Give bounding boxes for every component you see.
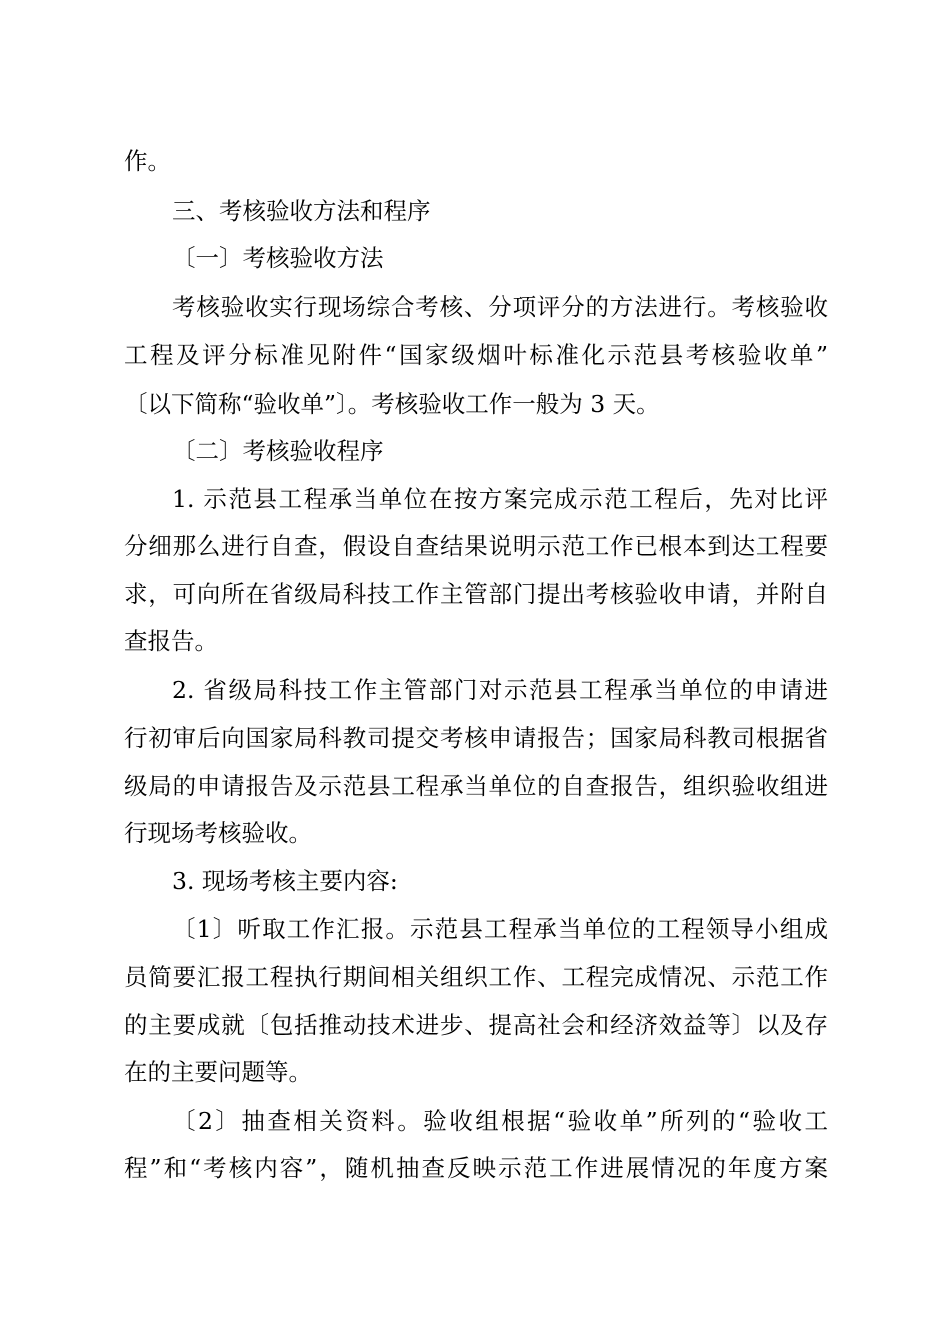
paragraph-subitem-2-line: 〔2〕抽查相关资料。验收组根据“验收单”所列的“验收工 bbox=[172, 1107, 828, 1135]
paragraph-subitem-1-line: 〔1〕听取工作汇报。示范县工程承当单位的工程领导小组成 bbox=[172, 915, 828, 943]
paragraph-item-1-line: 分细那么进行自查，假设自查结果说明示范工作已根本到达工程要 bbox=[124, 532, 828, 560]
paragraph-subitem-1-line: 在的主要问题等。 bbox=[124, 1058, 312, 1086]
paragraph-subitem-1-line: 的主要成就〔包括推动技术进步、提高社会和经济效益等〕以及存 bbox=[124, 1011, 828, 1039]
subsection-heading-method: 〔一〕考核验收方法 bbox=[172, 244, 384, 272]
paragraph-method-line: 考核验收实行现场综合考核、分项评分的方法进行。考核验收 bbox=[172, 293, 828, 321]
paragraph-item-2-line: 2. 省级局科技工作主管部门对示范县工程承当单位的申请进 bbox=[172, 676, 828, 704]
paragraph-item-2-line: 级局的申请报告及示范县工程承当单位的自查报告，组织验收组进 bbox=[124, 772, 828, 800]
paragraph-continuation: 作。 bbox=[124, 147, 171, 175]
paragraph-subitem-1-line: 员简要汇报工程执行期间相关组织工作、工程完成情况、示范工作 bbox=[124, 963, 828, 991]
paragraph-method-line: 〔以下简称“验收单”〕。考核验收工作一般为 3 天。 bbox=[124, 390, 660, 418]
paragraph-item-2-line: 行现场考核验收。 bbox=[124, 819, 312, 847]
paragraph-item-1-line: 查报告。 bbox=[124, 627, 218, 655]
paragraph-item-3-heading: 3. 现场考核主要内容: bbox=[172, 867, 398, 895]
section-heading: 三、考核验收方法和程序 bbox=[172, 197, 431, 225]
subsection-heading-procedure: 〔二〕考核验收程序 bbox=[172, 437, 384, 465]
paragraph-item-1-line: 1. 示范县工程承当单位在按方案完成示范工程后，先对比评 bbox=[172, 485, 828, 513]
paragraph-item-1-line: 求，可向所在省级局科技工作主管部门提出考核验收申请，并附自 bbox=[124, 580, 828, 608]
paragraph-item-2-line: 行初审后向国家局科教司提交考核申请报告；国家局科教司根据省 bbox=[124, 724, 828, 752]
paragraph-subitem-2-line: 程”和“考核内容”，随机抽查反映示范工作进展情况的年度方案 bbox=[124, 1154, 828, 1182]
paragraph-method-line: 工程及评分标准见附件“国家级烟叶标准化示范县考核验收单” bbox=[124, 341, 828, 369]
